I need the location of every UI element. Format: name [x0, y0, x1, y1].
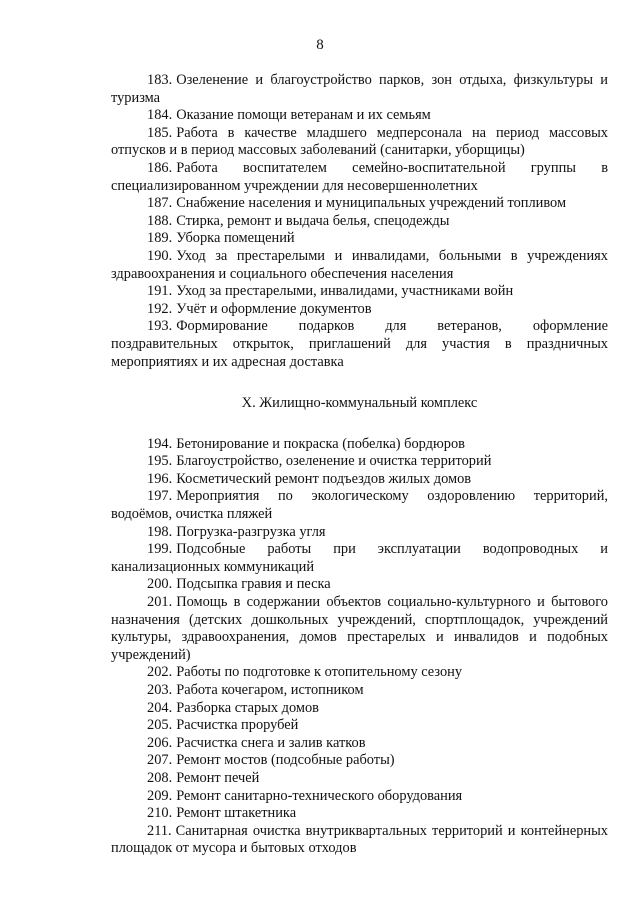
- item-text: Работа в качестве младшего медперсонала на период массовых отпусков и в период массовых заболеваний (санитарки, уборщицы): [111, 124, 608, 159]
- item-text: Ремонт печей: [176, 769, 260, 786]
- item-number: 206.: [147, 734, 173, 751]
- item-text: Работы по подготовке к отопительному сезону: [176, 664, 463, 681]
- item-number: 201.: [147, 594, 173, 611]
- list-item: [111, 700, 608, 718]
- item-text: Озеленение и благоустройство парков, зон отдыха, физкультуры и туризма: [111, 72, 608, 106]
- item-text: Расчистка прорубей: [176, 717, 299, 734]
- item-text: Подсыпка гравия и песка: [176, 576, 331, 593]
- list-item: [111, 576, 608, 594]
- list-item: [111, 213, 608, 231]
- list-item: [111, 72, 608, 107]
- item-number: 203.: [147, 682, 173, 698]
- item-number: 196.: [147, 470, 173, 487]
- item-number: 205.: [147, 717, 173, 734]
- list-item: [111, 283, 608, 301]
- item-number: 199.: [147, 541, 173, 558]
- item-text: Мероприятия по экологическому оздоровлению территорий, водоёмов, очистка пляжей: [111, 488, 608, 523]
- item-text: Санитарная очистка внутриквартальных территорий и контейнерных площадок от мусора и бытовых отходов: [111, 822, 608, 857]
- item-number: 211.: [147, 822, 172, 839]
- item-text: Помощь в содержании объектов социально-культурного и бытового назначения (детских дошкольных учреждений, спортплощадок, учреждений культуры, здравоохранения, домов престарелых и инвалидов и подобных учреждений): [111, 594, 608, 663]
- item-number: 189.: [147, 230, 173, 247]
- item-text: Работа кочегаром, истопником: [176, 682, 364, 698]
- list-item: [111, 717, 608, 735]
- list-item: [111, 770, 608, 788]
- item-number: 210.: [147, 805, 173, 822]
- item-text: Погрузка-разгрузка угля: [176, 523, 326, 540]
- list-item: [111, 735, 608, 753]
- item-text: Косметический ремонт подъездов жилых домов: [176, 470, 472, 487]
- list-item: [111, 107, 608, 125]
- item-text: Оказание помощи ветеранам и их семьям: [176, 107, 431, 124]
- list-item: [111, 823, 608, 858]
- list-item: [111, 453, 608, 471]
- list-group-a: [111, 72, 608, 371]
- section-heading: X. Жилищно-коммунальный комплекс: [241, 395, 478, 412]
- list-item: [111, 301, 608, 319]
- item-text: Снабжение населения и муниципальных учреждений топливом: [176, 195, 567, 212]
- list-item: [111, 318, 608, 371]
- item-number: 209.: [147, 787, 173, 804]
- item-text: Формирование подарков для ветеранов, оформление поздравительных открыток, приглашений для участия в праздничных мероприятиях и их адресная доставка: [111, 318, 608, 370]
- item-text: Благоустройство, озеленение и очистка территорий: [176, 453, 492, 470]
- item-number: 190.: [147, 247, 173, 264]
- item-number: 208.: [147, 769, 173, 786]
- item-text: Уход за престарелыми и инвалидами, больными в учреждениях здравоохранения и социального обеспечения населения: [111, 247, 608, 282]
- list-item: [111, 471, 608, 489]
- item-text: Уход за престарелыми, инвалидами, участниками войн: [176, 283, 514, 300]
- item-text: Разборка старых домов: [176, 699, 319, 716]
- item-number: 197.: [147, 488, 173, 505]
- document-body: [111, 72, 608, 858]
- item-number: 188.: [147, 212, 173, 229]
- list-item: [111, 160, 608, 195]
- item-number: 207.: [147, 752, 173, 769]
- item-text: Ремонт санитарно-технического оборудования: [176, 787, 463, 804]
- list-item: [111, 436, 608, 454]
- list-item: [111, 541, 608, 576]
- item-number: 195.: [147, 453, 173, 470]
- item-text: Ремонт мостов (подсобные работы): [176, 752, 395, 769]
- item-number: 186.: [147, 159, 173, 176]
- list-item: [111, 664, 608, 682]
- item-text: Бетонирование и покраска (побелка) бордюров: [176, 435, 465, 452]
- list-item: [111, 195, 608, 213]
- list-item: [111, 230, 608, 248]
- item-number: 198.: [147, 523, 173, 540]
- item-number: 191.: [147, 283, 173, 300]
- item-number: 187.: [147, 195, 173, 212]
- list-item: [111, 125, 608, 160]
- item-number: 200.: [147, 576, 173, 593]
- item-text: Уборка помещений: [176, 230, 295, 247]
- item-number: 202.: [147, 664, 173, 681]
- list-item: [111, 248, 608, 283]
- item-number: 204.: [147, 699, 173, 716]
- list-item: [111, 682, 608, 700]
- list-item: [111, 788, 608, 806]
- item-number: 192.: [147, 300, 173, 317]
- item-number: 183.: [147, 72, 173, 88]
- list-item: [111, 488, 608, 523]
- item-number: 184.: [147, 107, 173, 124]
- list-item: [111, 752, 608, 770]
- item-text: Стирка, ремонт и выдача белья, спецодежды: [176, 212, 450, 229]
- item-text: Ремонт штакетника: [176, 805, 297, 822]
- item-number: 194.: [147, 435, 173, 452]
- item-text: Расчистка снега и залив катков: [176, 734, 366, 751]
- item-text: Работа воспитателем семейно-воспитательной группы в специализированном учреждении для несовершеннолетних: [111, 159, 608, 194]
- list-group-b: [111, 436, 608, 858]
- item-number: 185.: [147, 124, 173, 141]
- list-item: [111, 594, 608, 664]
- item-text: Учёт и оформление документов: [176, 300, 372, 317]
- list-item: [111, 805, 608, 823]
- item-text: Подсобные работы при эксплуатации водопроводных и канализационных коммуникаций: [111, 541, 608, 575]
- list-item: [111, 524, 608, 542]
- item-number: 193.: [147, 318, 173, 335]
- page-number: 8: [316, 37, 324, 53]
